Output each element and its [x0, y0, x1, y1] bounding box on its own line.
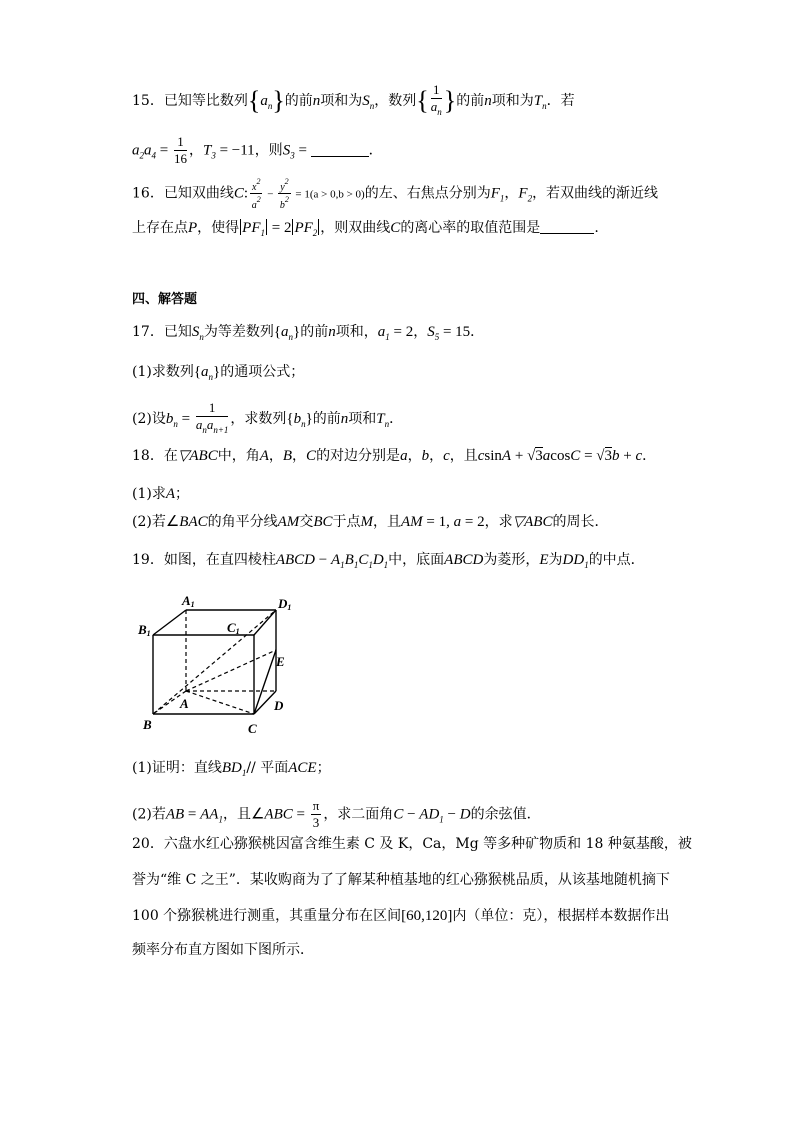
q15-fraction: $\frac{1}{a_n}$ — [430, 82, 442, 117]
label-B: B — [143, 717, 152, 732]
label-A: A — [180, 696, 189, 711]
q18-part2: (2)若∠BAC的角平分线AM交BC于点M，且AM = 1, a = 2，求▽ABC的周长． — [132, 514, 609, 530]
label-E: E — [276, 654, 285, 669]
edge-C1D1 — [254, 610, 276, 635]
q16-y-fraction: $\frac{y^2}{b^2}$ — [279, 177, 289, 211]
hidden-edge-BD1 — [153, 610, 276, 714]
q15-line1: 15．已知等比数列$\{a_n\}$的前n项和为$S_n$，数列{ $\frac{1}{a_n}$ }的前n项和为$T_n$．若 — [132, 82, 575, 120]
q17-fraction: $\frac{1}{a_na_{n+1}}$ — [195, 400, 229, 435]
answer-blank-15[interactable] — [311, 156, 369, 157]
q15-fraction-2: $\frac{1}{16}$ — [173, 134, 187, 166]
q20-line2: 誉为“维 C 之王”．某收购商为了了解某种植基地的红心猕猴桃品质，从该基地随机摘下 — [132, 872, 670, 888]
q16-x-fraction: $\frac{x^2}{a^2}$ — [251, 177, 261, 211]
q17-part1: (1)求数列$\{a_n\}$的通项公式； — [132, 364, 305, 382]
answer-blank-16[interactable] — [540, 233, 594, 234]
q19-part1: (1)证明：直线$BD_1//$ 平面ACE； — [132, 760, 331, 778]
q20-line1: 20．六盘水红心猕猴桃因富含维生素 C 及 K，Ca，Mg 等多种矿物质和 18 种氨基酸，被 — [132, 836, 692, 852]
q20-line3: 100 个猕猴桃进行测重，其重量分布在区间[60,120]内（单位：克），根据样本数据作出 — [132, 908, 670, 924]
label-C: C — [248, 721, 257, 736]
prism-figure — [136, 592, 306, 742]
edge-CE — [254, 650, 276, 714]
hidden-edge-AE — [186, 650, 276, 691]
label-D: D — [274, 698, 284, 713]
q18-line1: 18．在▽ABC中，角A，B，C的对边分别是a，b，c，且csinA + √3acosC = √3b + c． — [132, 448, 657, 464]
q19-line1: 19．如图，在直四棱柱ABCD − $A_1B_1C_1D_1$中，底面ABCD为菱形，E为$DD_1$的中点． — [132, 552, 645, 570]
q17-part2: (2)设$b_n$ = $\frac{1}{a_na_{n+1}}$ ，求数列$\{b_n\}$的前n项和$T_n$． — [132, 400, 403, 438]
q16-line1: 16．已知双曲线C: $\frac{x^2}{a^2}$ − $\frac{y^2}{b^2}$ = 1(a > 0,b > 0)的左、右焦点分别为$F_1$，$F_2$，若双曲线的渐近线 — [132, 177, 659, 211]
label-D1: D1 — [278, 596, 292, 612]
q19-part2: (2)若AB = $AA_1$，且∠ABC = $\frac{\pi}{3}$ ，求二面角$C - AD_1 - D$的余弦值． — [132, 798, 541, 830]
label-A1: A1 — [182, 593, 195, 609]
label-B1: B1 — [138, 622, 151, 638]
q16-line2: 上存在点P，使得 $PF_1 = 2$ $PF_2$ ，则双曲线C的离心率的取值范围是 . — [132, 220, 599, 238]
pi-over-3-fraction: $\frac{\pi}{3}$ — [312, 798, 320, 830]
q20-line4: 频率分布直方图如下图所示． — [132, 942, 314, 958]
q17-line1: 17．已知$S_n$为等差数列$\{a_n\}$的前n项和，$a_1 = 2$，$S_5 = 15$． — [132, 324, 485, 342]
label-C1: C1 — [227, 620, 240, 636]
edge-B1A1 — [153, 610, 186, 635]
hidden-edge-AC — [186, 691, 254, 714]
q15-line2: $a_2a_4$ = $\frac{1}{16}$ ，$T_3 = -11$，则$S_3$ = ． — [132, 134, 383, 166]
q18-part1: (1)求A； — [132, 486, 190, 502]
section-heading: 四、解答题 — [132, 292, 198, 307]
